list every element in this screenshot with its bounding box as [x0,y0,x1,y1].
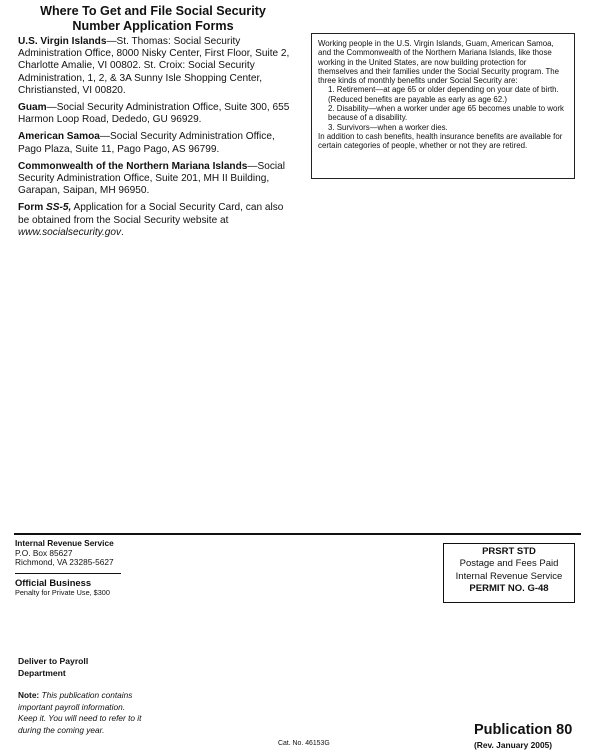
benefits-info-box [311,33,575,179]
info-outro: In addition to cash benefits, health insurance benefits are available for certain categories of people, whether or not they are retired. [318,131,563,151]
postage-line-2: Postage and Fees Paid [459,558,559,570]
publication-title: Publication 80 [474,722,573,738]
office-place: Guam [18,102,47,114]
deliver-line-2: Department [18,667,66,678]
office-entry-northern-mariana [18,161,290,198]
info-item-retirement: 1. Retirement—at age 65 or older depending on your date of birth. (Reduced benefits are payable as early as age 62.) [328,85,559,104]
form-ss5-note [18,202,290,239]
deliver-line-1: Deliver to Payroll [18,656,89,666]
postage-permit: PERMIT NO. G-48 [469,582,549,594]
return-address-divider [15,573,121,574]
note-body: This publication contains important payroll information. Keep it. You will need to refer to it during the coming year. [18,690,142,735]
office-entry-guam [18,102,290,126]
deliver-to [18,656,88,679]
title-line-1: Where To Get and File Social Security [40,4,266,18]
sender-name: Internal Revenue Service [15,538,114,548]
title-line-2: Number Application Forms [72,19,234,33]
official-business-title: Official Business [15,577,92,588]
form-id: SS-5, [46,202,72,214]
catalog-number: Cat. No. 46153G [278,740,330,747]
postage-indicia [443,543,575,603]
office-list [18,36,290,244]
form-note-end: . [121,226,124,238]
note-text [18,690,143,736]
note-label: Note: [18,690,40,700]
page-title [18,4,288,34]
info-intro: Working people in the U.S. Virgin Islands, Guam, American Samoa, and the Commonwealth of the Northern Mariana Islands, like those working in the United States, are now building protection for themselves and their families under the Social Security program. The three kinds of monthly benefits under Social Security are: [318,39,560,86]
office-address: —Social Security Administration Office, Suite 300, 655 Harmon Loop Road, Dededo, GU 96929. [18,102,290,126]
office-address: —Social Security Administration Office, Suite 201, MH II Building, Garapan, Saipan, MH 96950. [18,160,285,197]
office-place: U.S. Virgin Islands [18,36,107,47]
penalty-text: Penalty for Private Use, $300 [15,588,110,598]
postage-line-1: PRSRT STD [482,546,536,557]
office-entry-virgin-islands [18,36,290,97]
info-item-survivors: 3. Survivors—when a worker dies. [328,122,448,132]
official-business [15,578,110,599]
form-word: Form [18,202,44,214]
office-address: —Social Security Administration Office, Pago Plaza, Suite 11, Pago Pago, AS 96799. [18,131,275,155]
info-item-disability: 2. Disability—when a worker under age 65 becomes unable to work because of a disability. [328,104,564,123]
form-text: Application for a Social Security Card, can also be obtained from the Social Security website at [18,202,284,226]
office-place: Commonwealth of the Northern Mariana Islands [18,160,248,172]
return-address [15,539,114,568]
revision-date: (Rev. January 2005) [474,740,553,750]
postage-line-3: Internal Revenue Service [455,570,563,582]
mailer-divider [14,533,581,535]
website-link[interactable]: www.socialsecurity.gov [18,226,122,238]
sender-box: P.O. Box 85627 [15,547,73,558]
office-place: American Samoa [18,131,100,143]
office-address: —St. Thomas: Social Security Administration Office, 8000 Nisky Center, First Floor, Suite 2, Charlotte Amalie, VI 00802. St. Croix: Social Security Administration, 1, 2, & 3A Sunny Isle Shopping Center, Christiansted, VI 00820. [18,36,290,96]
office-entry-american-samoa [18,131,290,155]
sender-city: Richmond, VA 23285-5627 [15,557,114,568]
